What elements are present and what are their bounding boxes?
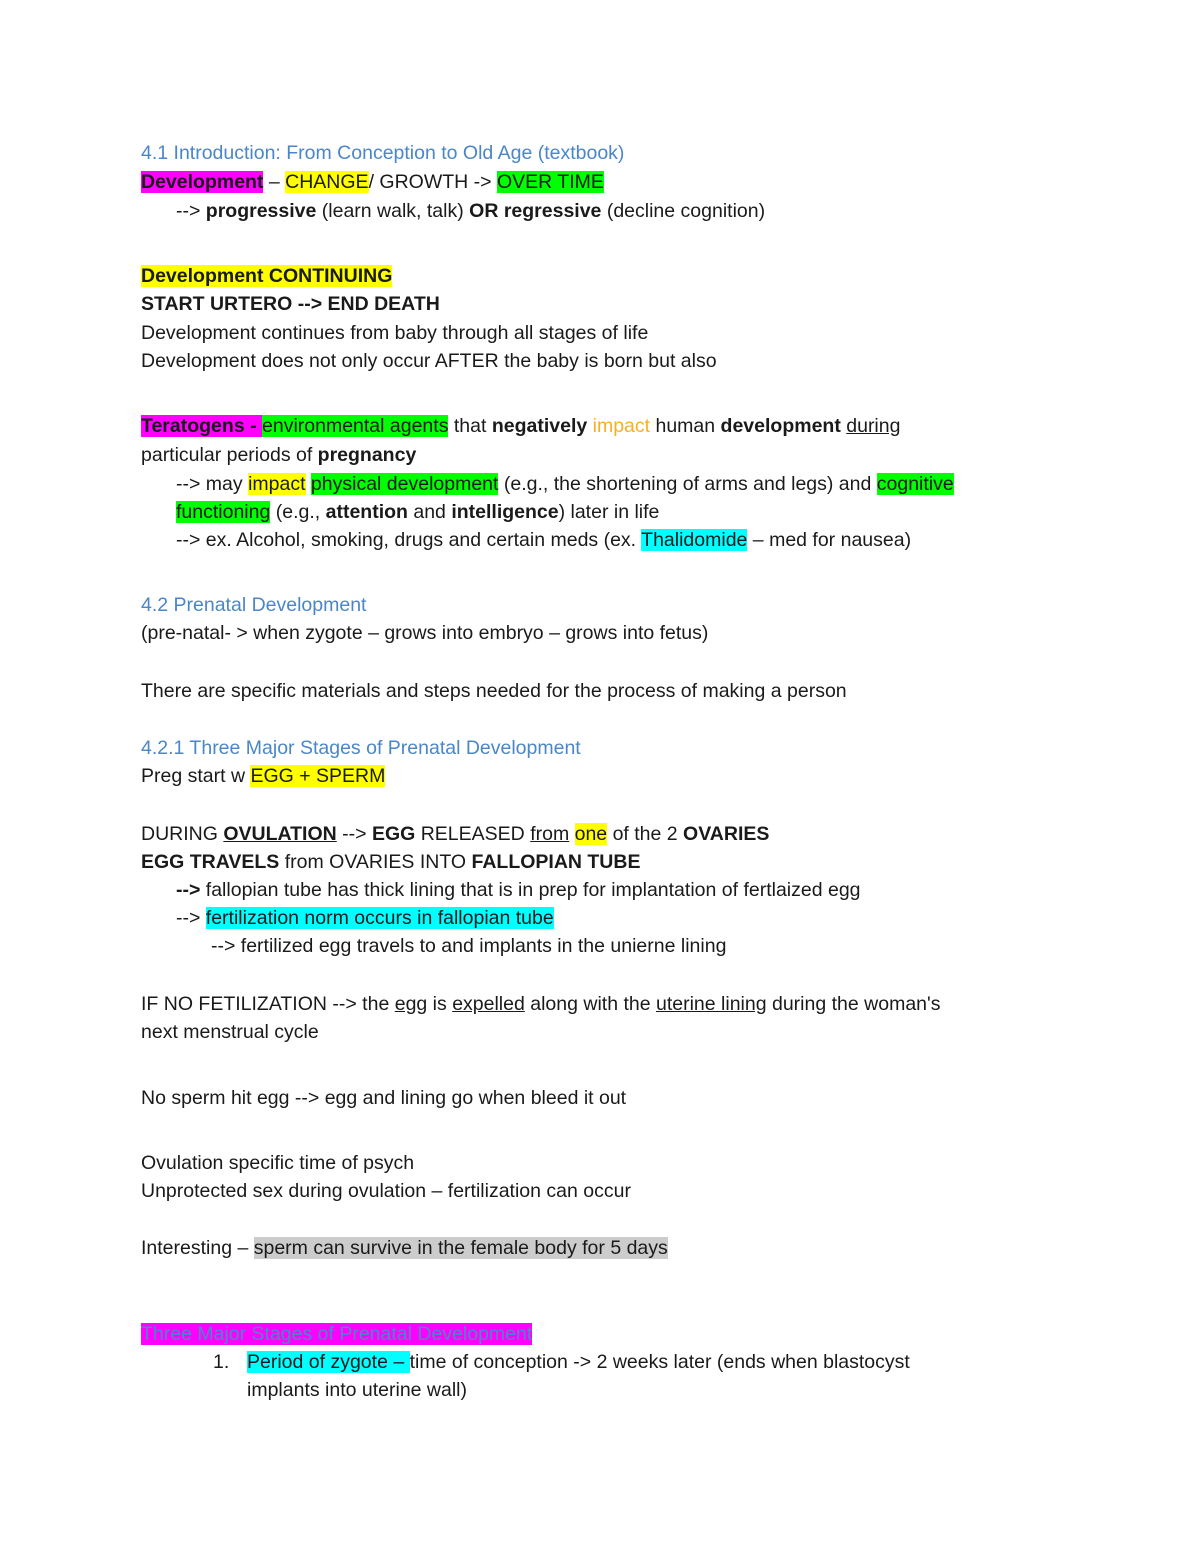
sperm-survive-highlight: sperm can survive in the female body for 5 days [253, 1237, 668, 1259]
decline-text: (decline cognition) [601, 200, 766, 222]
continuing-title: Development CONTINUING [141, 265, 393, 287]
along-text: along with the [524, 993, 656, 1015]
section-heading-4-1: 4.1 Introduction: From Conception to Old Age (textbook) [141, 142, 625, 164]
materials-line: There are specific materials and steps needed for the process of making a person [141, 680, 847, 702]
released-text: RELEASED [415, 823, 531, 845]
teratogens-bullet-2 [176, 526, 911, 554]
intelligence-term: intelligence [451, 501, 559, 523]
space [569, 823, 574, 845]
functioning-highlight: functioning [176, 501, 271, 523]
negatively-term: negatively [491, 415, 588, 437]
section-heading-4-2-1: 4.2.1 Three Major Stages of Prenatal Development [141, 737, 581, 759]
arrow: --> [176, 200, 206, 222]
lining-text: fallopian tube has thick lining that is in prep for implantation of fertlaized egg [200, 879, 861, 901]
preg-start-line [141, 762, 385, 790]
growth-text: / GROWTH -> [368, 171, 497, 193]
ovulation-time-line: Ovulation specific time of psych [141, 1152, 415, 1174]
may-text: --> may [176, 473, 249, 495]
teratogens-bullet-1-cont [176, 498, 659, 526]
env-agents-highlight: environmental agents [262, 415, 449, 437]
preg-start-text: Preg start w [141, 765, 251, 787]
arrow: --> [176, 907, 206, 929]
egg-sperm-highlight: EGG + SPERM [250, 765, 386, 787]
ovaries-term: OVARIES [683, 823, 770, 845]
stages-heading: Three Major Stages of Prenatal Development [141, 1323, 533, 1345]
later-text: ) later in life [558, 501, 660, 523]
from-underlined: from [530, 823, 570, 845]
fallopian-bullet-3: --> fertilized egg travels to and implants in the unierne lining [211, 935, 727, 957]
one-highlight: one [574, 823, 608, 845]
fallopian-bullet-2 [176, 904, 554, 932]
change-highlight: CHANGE [285, 171, 369, 193]
fallopian-bullet-1 [176, 876, 861, 904]
human-text: human [650, 415, 721, 437]
nausea-text: – med for nausea) [747, 529, 912, 551]
eg-text: (e.g., [270, 501, 326, 523]
progressive-term: progressive [205, 200, 317, 222]
from-ovaries-text: from OVARIES INTO [279, 851, 472, 873]
prenatal-definition: (pre-natal- > when zygote – grows into embryo – grows into fetus) [141, 622, 709, 644]
cognitive-highlight: cognitive [876, 473, 954, 495]
pregnancy-term: pregnancy [317, 444, 417, 466]
no-sperm-line: No sperm hit egg --> egg and lining go when bleed it out [141, 1087, 627, 1109]
development-bold: development [720, 415, 841, 437]
dash: – [263, 171, 286, 193]
development-term: Development [141, 171, 264, 193]
arrow: --> [336, 823, 372, 845]
periods-text: particular periods of [141, 444, 318, 466]
period-zygote-highlight: Period of zygote – [247, 1351, 410, 1373]
and-text: and [407, 501, 452, 523]
stages-heading-line [141, 1320, 532, 1348]
egg-underlined: egg [394, 993, 428, 1015]
conception-text: time of conception -> 2 weeks later (ends when blastocyst [409, 1351, 910, 1373]
stage-item-1-number: 1. [213, 1351, 230, 1373]
attention-term: attention [325, 501, 408, 523]
section-heading-4-2: 4.2 Prenatal Development [141, 594, 367, 616]
overtime-highlight: OVER TIME [496, 171, 604, 193]
impact-highlight: impact [248, 473, 306, 495]
egg-travels-line [141, 848, 640, 876]
stage-item-1-cont: implants into uterine wall) [247, 1379, 468, 1401]
no-fert-text: IF NO FETILIZATION --> the [141, 993, 395, 1015]
start-end-line: START URTERO --> END DEATH [141, 293, 440, 315]
interesting-text: Interesting – [141, 1237, 254, 1259]
teratogens-definition [141, 412, 900, 440]
ovulation-line [141, 820, 769, 848]
examples-text: --> ex. Alcohol, smoking, drugs and certain meds (ex. [176, 529, 642, 551]
after-born-line: Development does not only occur AFTER the baby is born but also [141, 350, 717, 372]
of-the-text: of the 2 [607, 823, 684, 845]
physical-dev-highlight: physical development [310, 473, 499, 495]
is-text: is [427, 993, 453, 1015]
teratogens-bullet-1 [176, 470, 954, 498]
stage-item-1 [247, 1348, 910, 1376]
arrow-bold: --> [176, 879, 201, 901]
during-underlined: during [846, 415, 901, 437]
womans-text: during the woman's [766, 993, 941, 1015]
progressive-line [176, 197, 765, 225]
thalidomide-highlight: Thalidomide [641, 529, 748, 551]
impact-orange: impact [587, 415, 651, 437]
continuing-title-line [141, 262, 392, 290]
teratogens-term: Teratogens - [141, 415, 262, 437]
fertilization-highlight: fertilization norm occurs in fallopian tube [205, 907, 554, 929]
that-text: that [448, 415, 492, 437]
menstrual-line: next menstrual cycle [141, 1021, 319, 1043]
eg-arms-text: (e.g., the shortening of arms and legs) and [498, 473, 877, 495]
during-text: DURING [141, 823, 224, 845]
no-fertilization-line [141, 990, 940, 1018]
unprotected-line: Unprotected sex during ovulation – fertilization can occur [141, 1180, 631, 1202]
uterine-lining-underlined: uterine lining [656, 993, 767, 1015]
egg-term: EGG [371, 823, 416, 845]
regressive-term: OR regressive [469, 200, 602, 222]
expelled-underlined: expelled [452, 993, 525, 1015]
interesting-line [141, 1234, 668, 1262]
continues-line: Development continues from baby through all stages of life [141, 322, 649, 344]
teratogens-line2 [141, 441, 416, 469]
ovulation-term: OVULATION [223, 823, 337, 845]
fallopian-term: FALLOPIAN TUBE [471, 851, 641, 873]
development-definition [141, 168, 604, 196]
egg-travels-term: EGG TRAVELS [141, 851, 280, 873]
learn-text: (learn walk, talk) [316, 200, 470, 222]
